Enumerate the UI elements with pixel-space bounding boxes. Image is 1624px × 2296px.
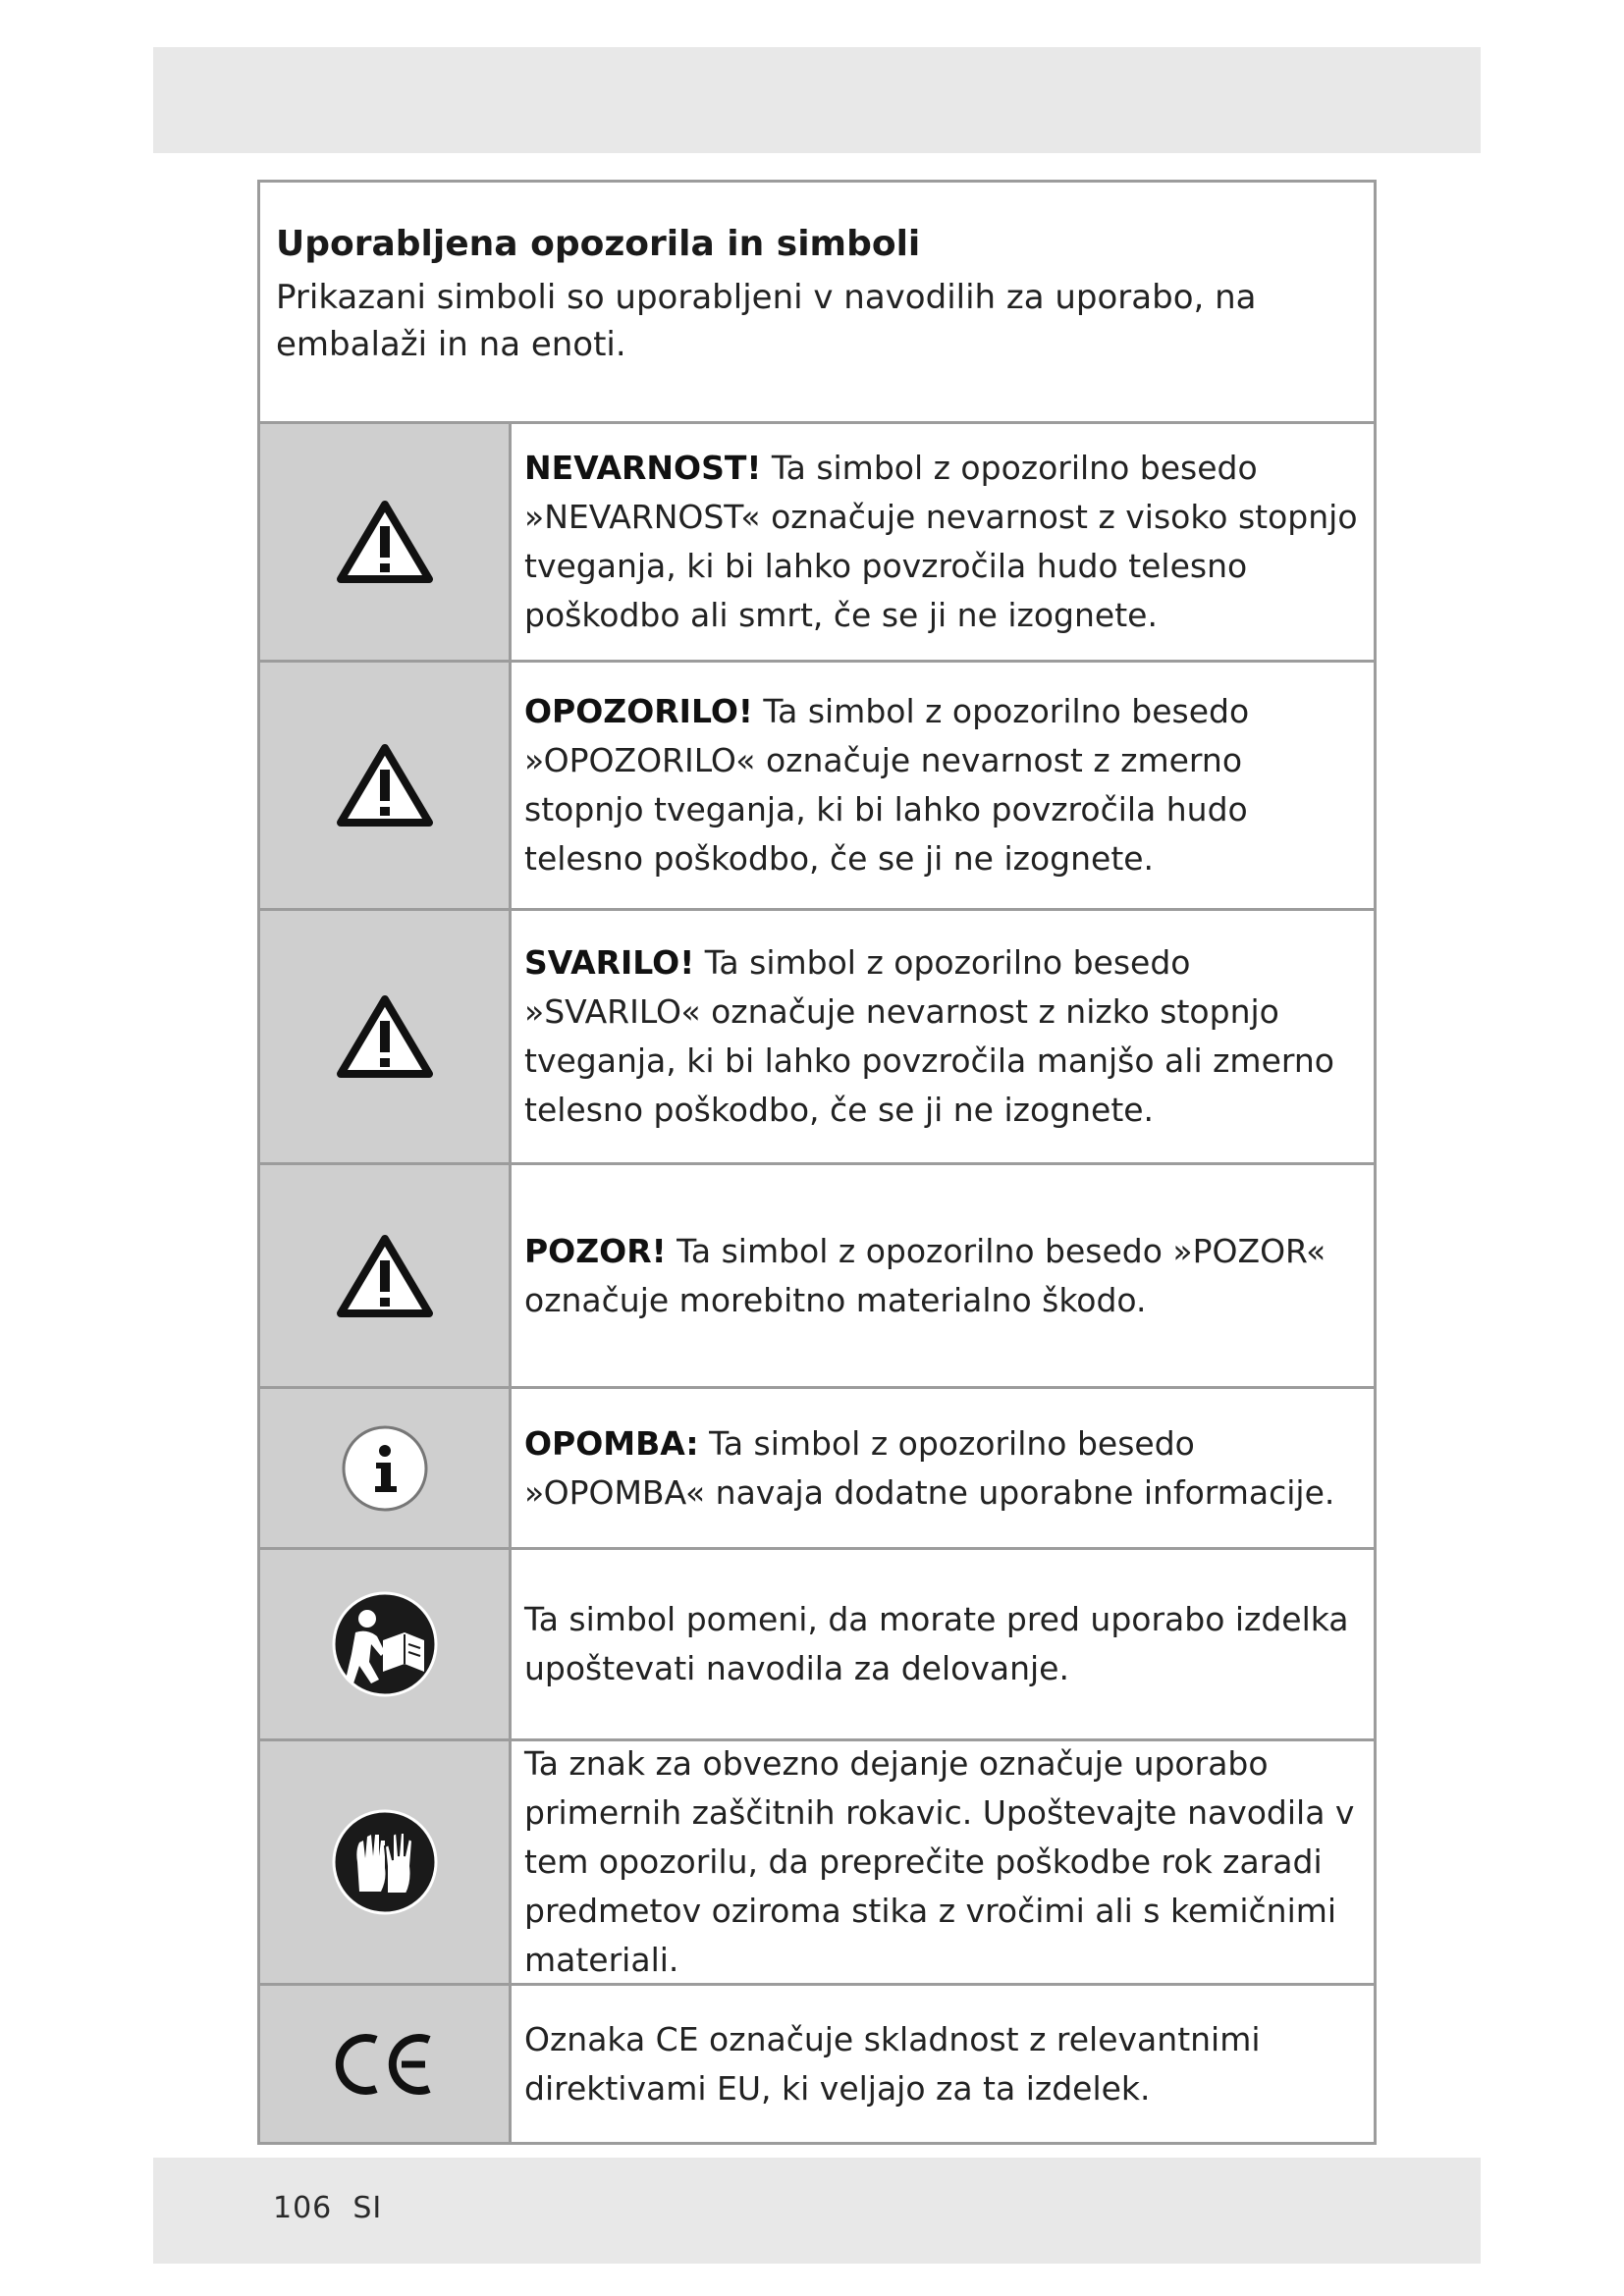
- symbol-cell: [260, 1550, 512, 1738]
- symbols-table: [257, 180, 1377, 2145]
- symbol-row-note: [260, 1389, 1374, 1550]
- warning-triangle-icon: [336, 1233, 434, 1319]
- description-text: Ta simbol z opozorilno besedo »OPOZORILO« označuje nevarnost z zmerno stopnjo tveganja, ki bi lahko povzročila hudo telesno poškodbo, če se ji ne izognete.: [524, 692, 1250, 878]
- description-text: Ta simbol z opozorilno besedo »SVARILO« označuje nevarnost z nizko stopnjo tveganja, ki bi lahko povzročila manjšo ali zmerno telesno poškodbo, če se ji ne izognete.: [524, 943, 1334, 1129]
- symbol-row-ce: [260, 1986, 1374, 2142]
- symbol-row-gloves: [260, 1741, 1374, 1986]
- symbol-cell: [260, 911, 512, 1162]
- symbol-row-caution: [260, 911, 1374, 1165]
- description-text: Ta simbol z opozorilno besedo »NEVARNOST« označuje nevarnost z visoko stopnjo tveganja, ki bi lahko povzročila hudo telesno poškodbo ali smrt, če se ji ne izognete.: [524, 449, 1358, 634]
- description-text: Oznaka CE označuje skladnost z relevantnimi direktivami EU, ki veljajo za ta izdelek.: [524, 2019, 1261, 2108]
- signal-word: NEVARNOST!: [524, 449, 762, 487]
- intro-text: Prikazani simboli so uporabljeni v navodilih za uporabo, na embalaži in na enoti.: [276, 278, 1257, 364]
- symbol-row-notice: [260, 1165, 1374, 1389]
- section-heading: Uporabljena opozorila in simboli: [276, 224, 921, 264]
- warning-triangle-icon: [336, 993, 434, 1080]
- symbol-cell: [260, 1165, 512, 1386]
- symbol-description: [512, 911, 1374, 1162]
- page-footer: [273, 2191, 382, 2225]
- header-band: [153, 47, 1481, 153]
- signal-word: OPOMBA:: [524, 1423, 699, 1463]
- description-text: Ta znak za obvezno dejanje označuje uporabo primernih zaščitnih rokavic. Upoštevajte navodila v tem opozorilu, da preprečite poškodbe rok zaradi predmetov oziroma stika z vročimi ali s kemičnimi materiali.: [524, 1744, 1355, 1979]
- warning-triangle-icon: [336, 742, 434, 828]
- language-code: SI: [352, 2191, 383, 2225]
- symbol-row-warning: [260, 663, 1374, 911]
- symbol-description: [512, 663, 1374, 908]
- signal-word: POZOR!: [524, 1231, 667, 1270]
- symbol-cell: [260, 663, 512, 908]
- protective-gloves-icon: [330, 1807, 440, 1917]
- signal-word: SVARILO!: [524, 943, 695, 982]
- symbol-description: [512, 1986, 1374, 2142]
- intro-section: [260, 183, 1374, 424]
- warning-triangle-icon: [336, 499, 434, 585]
- symbol-description: [512, 1741, 1374, 1983]
- symbol-cell: [260, 1741, 512, 1983]
- ce-mark-icon: [331, 2030, 439, 2099]
- symbol-row-danger: [260, 424, 1374, 663]
- symbol-cell: [260, 1389, 512, 1547]
- symbol-description: [512, 1550, 1374, 1738]
- symbol-cell: [260, 1986, 512, 2142]
- read-manual-icon: [330, 1589, 440, 1699]
- symbol-description: [512, 424, 1374, 660]
- description-text: Ta simbol pomeni, da morate pred uporabo izdelka upoštevati navodila za delovanje.: [524, 1600, 1349, 1687]
- symbol-cell: [260, 424, 512, 660]
- signal-word: OPOZORILO!: [524, 692, 753, 730]
- info-icon: [340, 1423, 430, 1514]
- symbol-description: [512, 1389, 1374, 1547]
- symbol-description: [512, 1165, 1374, 1386]
- description-text: Ta simbol z opozorilno besedo »OPOMBA« navaja dodatne uporabne informacije.: [524, 1423, 1335, 1512]
- description-text: Ta simbol z opozorilno besedo »POZOR« označuje morebitno materialno škodo.: [524, 1231, 1326, 1319]
- symbol-row-read-manual: [260, 1550, 1374, 1741]
- page-number: 106: [273, 2191, 333, 2225]
